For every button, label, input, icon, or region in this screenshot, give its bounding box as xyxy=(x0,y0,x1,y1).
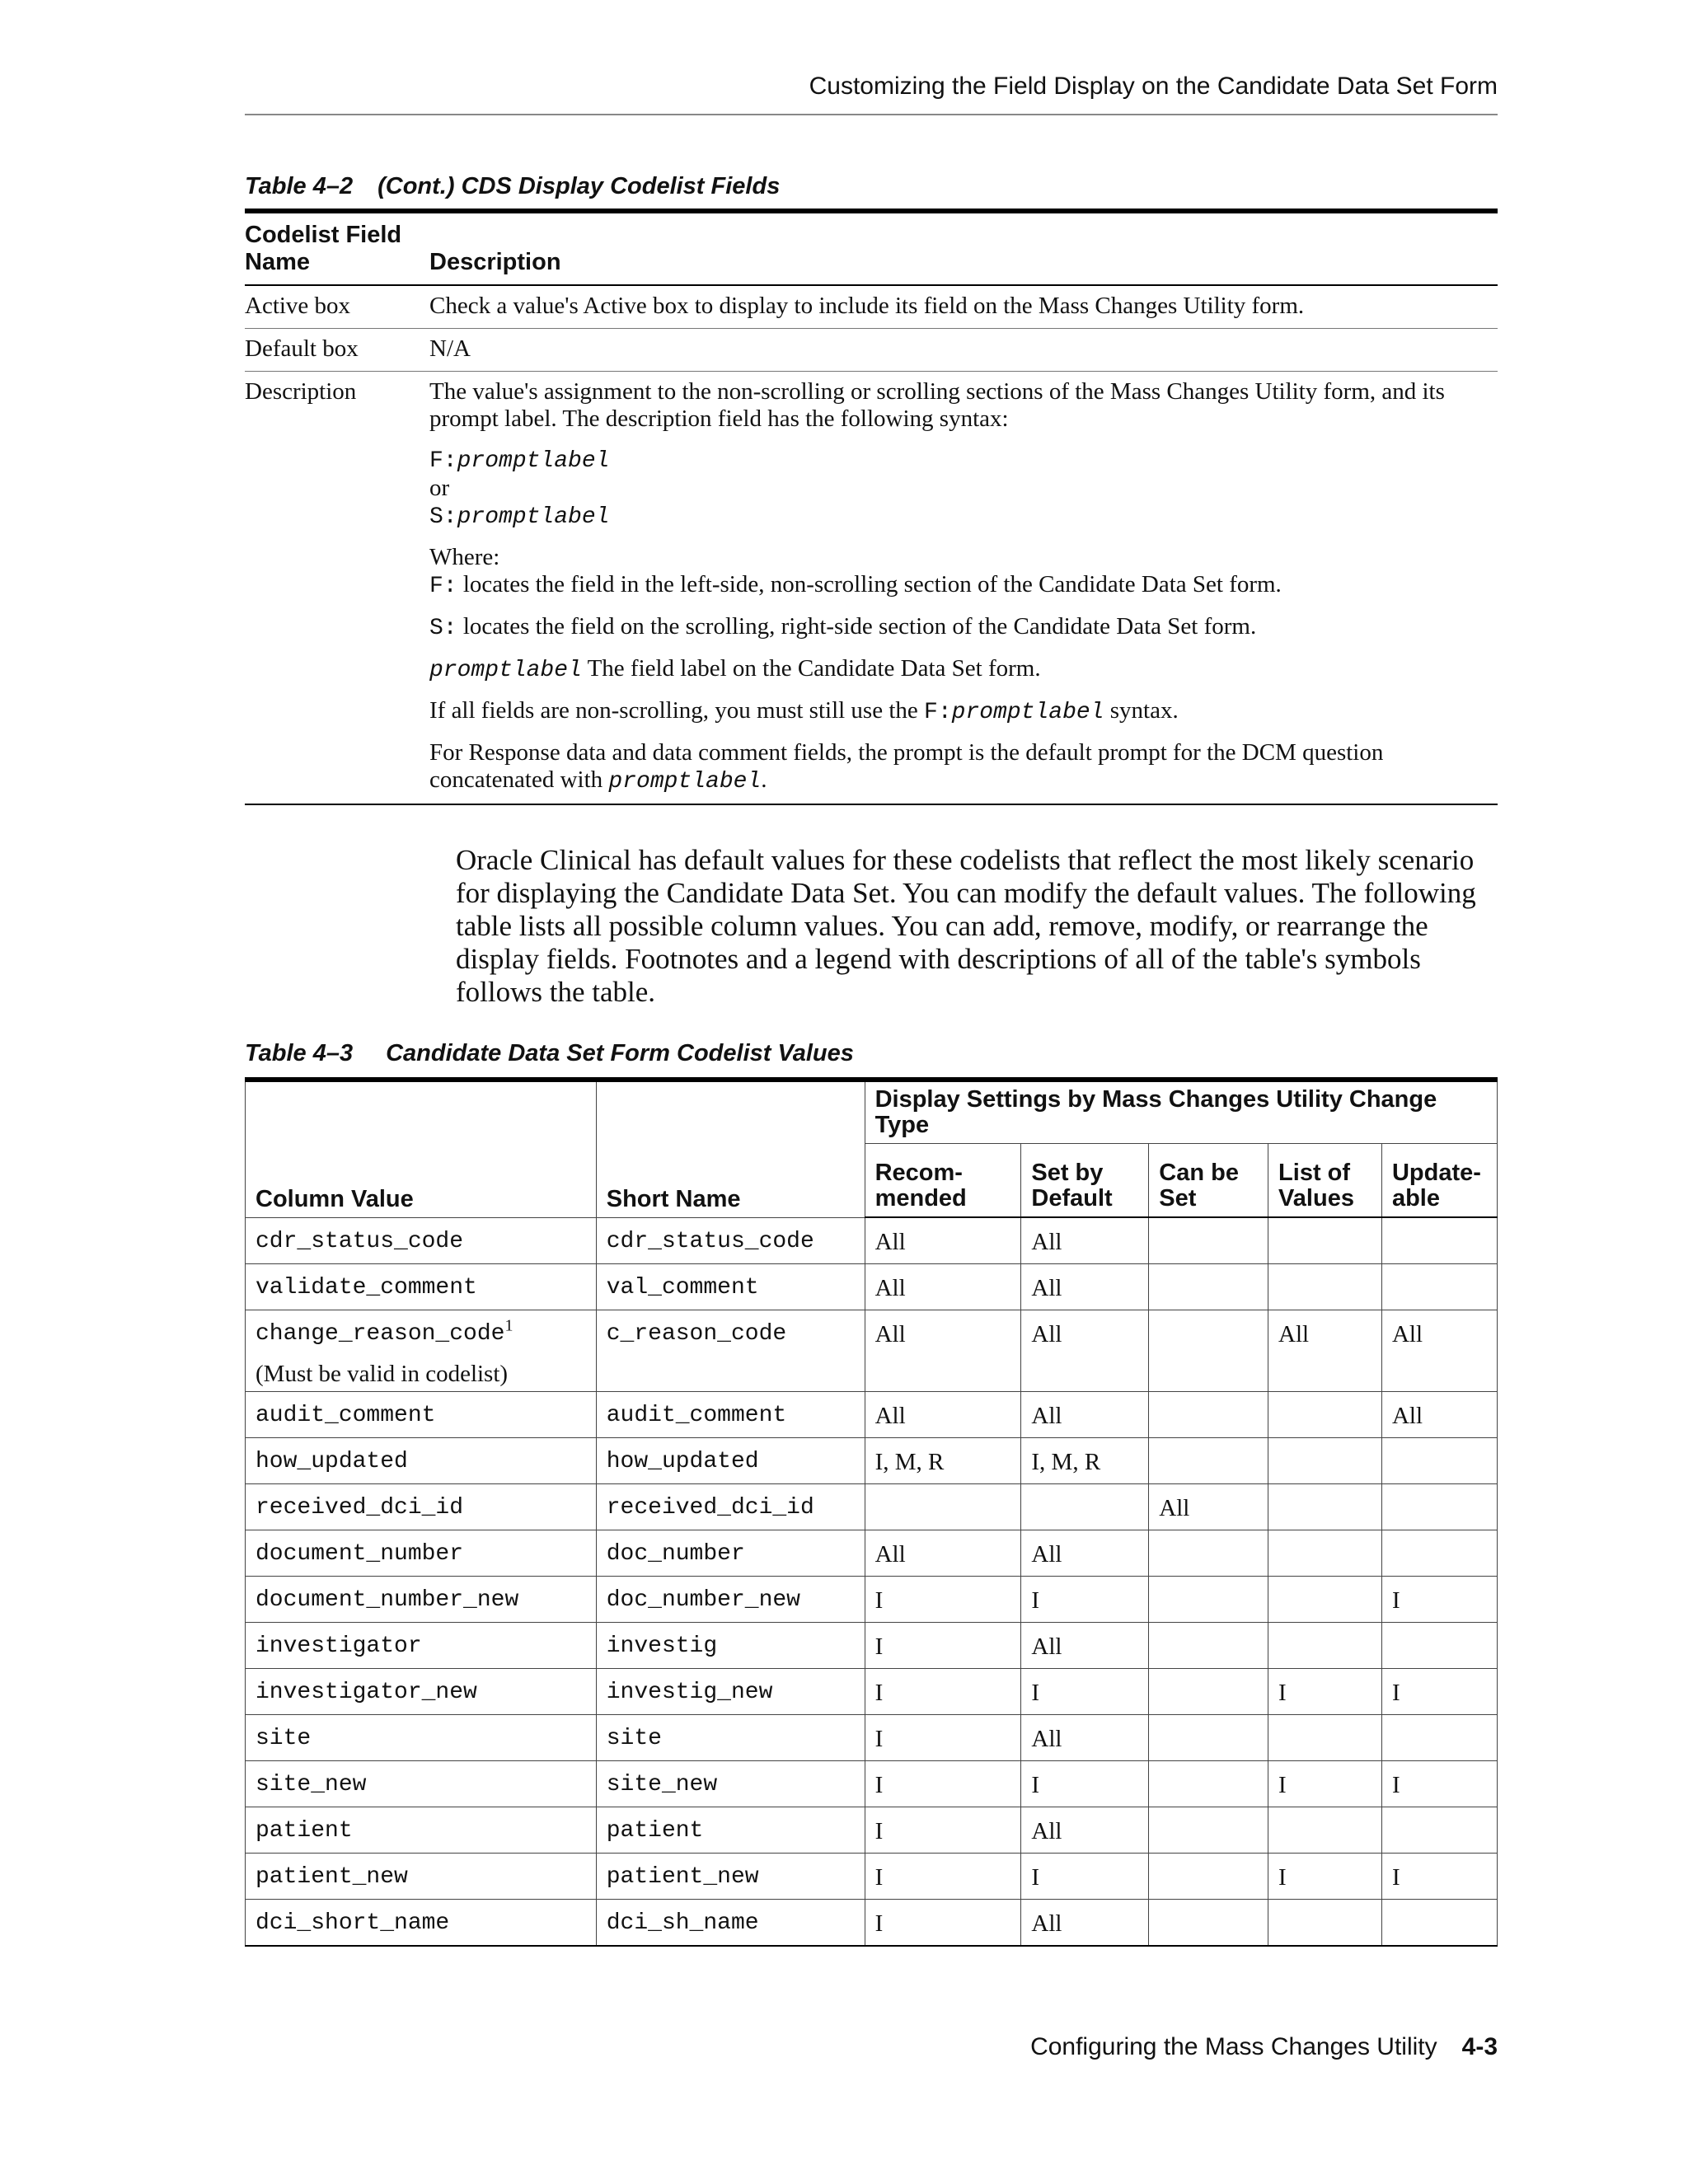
response-text: For Response data and data comment fields, the prompt is the default prompt for the DCM question concatenated with xyxy=(429,739,1384,793)
cell-recommended: I xyxy=(865,1623,1021,1669)
cell-updateable xyxy=(1381,1807,1497,1854)
cell-column-value xyxy=(246,1392,597,1438)
cell-can-be-set: All xyxy=(1149,1484,1268,1530)
table-4-2-title: (Cont.) CDS Display Codelist Fields xyxy=(377,173,781,199)
cell-updateable: All xyxy=(1381,1392,1497,1438)
description-intro: The value's assignment to the non-scrolling or scrolling sections of the Mass Changes Utility form, and its prompt label. The description field has the following syntax: xyxy=(429,378,1445,432)
page-number: 4-3 xyxy=(1461,2033,1498,2060)
table-row xyxy=(246,1715,1498,1761)
column-value-text: cdr_status_code xyxy=(256,1228,464,1254)
cell-recommended xyxy=(865,1484,1021,1530)
cell-set-by-default: All xyxy=(1021,1530,1149,1577)
where-label: Where: xyxy=(429,544,500,570)
cell-can-be-set xyxy=(1149,1217,1268,1264)
table-4-3-title: Candidate Data Set Form Codelist Values xyxy=(386,1040,854,1066)
cell-short-name: audit_comment xyxy=(596,1392,865,1438)
promptlabel-code: promptlabel xyxy=(429,658,582,683)
cell-column-value xyxy=(246,1530,597,1577)
column-value-text: received_dci_id xyxy=(256,1495,464,1521)
column-value-text: patient xyxy=(256,1818,353,1844)
t43-header-list-of-values: List of Values xyxy=(1268,1144,1382,1218)
column-value-text: document_number xyxy=(256,1541,464,1567)
header-rule xyxy=(245,114,1498,115)
column-value-note: (Must be valid in codelist) xyxy=(256,1361,509,1387)
cell-set-by-default: I xyxy=(1021,1761,1149,1807)
column-value-text: investigator_new xyxy=(256,1680,477,1705)
t43-header-set-by-default: Set by Default xyxy=(1021,1144,1149,1218)
t42-cell-name: Description xyxy=(245,378,357,405)
cell-short-name: cdr_status_code xyxy=(596,1217,865,1264)
cell-updateable: I xyxy=(1381,1854,1497,1900)
footnote-marker: 1 xyxy=(504,1316,513,1335)
cell-updateable: I xyxy=(1381,1577,1497,1623)
table-row xyxy=(246,1530,1498,1577)
column-value-text: site xyxy=(256,1726,312,1751)
cell-list-of-values xyxy=(1268,1715,1382,1761)
cell-short-name: patient xyxy=(596,1807,865,1854)
t42-cell-desc: N/A xyxy=(429,329,1498,372)
cell-updateable xyxy=(1381,1623,1497,1669)
cell-updateable: I xyxy=(1381,1669,1497,1715)
body-paragraph: Oracle Clinical has default values for these codelists that reflect the most likely scenario for displaying the Candidate Data Set. You can modify the default values. The following table lists all possible column values. You can add, remove, modify, or rearrange the display fields. Footnotes and a legend with descriptions of all of the table's symbols follows the table. xyxy=(456,844,1476,1008)
column-value-text: audit_comment xyxy=(256,1403,436,1428)
cell-column-value xyxy=(246,1217,597,1264)
where-f-text: locates the field in the left-side, non-scrolling section of the Candidate Data Set form. xyxy=(457,571,1282,598)
cell-short-name: investig xyxy=(596,1623,865,1669)
cell-list-of-values: All xyxy=(1268,1310,1382,1392)
cell-updateable: All xyxy=(1381,1310,1497,1392)
cell-updateable xyxy=(1381,1530,1497,1577)
cell-short-name: investig_new xyxy=(596,1669,865,1715)
cell-can-be-set xyxy=(1149,1264,1268,1310)
table-4-3 xyxy=(245,1077,1498,1947)
cell-can-be-set xyxy=(1149,1310,1268,1392)
syntax-block xyxy=(429,446,1498,531)
table-row xyxy=(246,1669,1498,1715)
syntax-s-prefix: S: xyxy=(429,504,457,530)
response-period: . xyxy=(761,766,767,793)
cell-set-by-default xyxy=(1021,1484,1149,1530)
cell-recommended: All xyxy=(865,1264,1021,1310)
table-4-2 xyxy=(245,209,1498,805)
cell-recommended: I xyxy=(865,1715,1021,1761)
cell-updateable xyxy=(1381,1264,1497,1310)
cell-list-of-values xyxy=(1268,1900,1382,1947)
t43-header-can-be-set: Can be Set xyxy=(1149,1144,1268,1218)
cell-recommended: I, M, R xyxy=(865,1438,1021,1484)
where-s-line xyxy=(429,613,1498,642)
cell-recommended: All xyxy=(865,1217,1021,1264)
table-4-3-number: Table 4–3 xyxy=(245,1040,354,1066)
cell-set-by-default: All xyxy=(1021,1392,1149,1438)
cell-can-be-set xyxy=(1149,1761,1268,1807)
table-4-2-number: Table 4–2 xyxy=(245,173,354,199)
cell-set-by-default: All xyxy=(1021,1715,1149,1761)
cell-updateable xyxy=(1381,1217,1497,1264)
table-row xyxy=(246,1577,1498,1623)
t42-cell-name: Default box xyxy=(245,329,429,372)
cell-updateable xyxy=(1381,1900,1497,1947)
table-row xyxy=(246,1623,1498,1669)
column-value-text: investigator xyxy=(256,1633,422,1659)
cell-column-value xyxy=(246,1623,597,1669)
table-4-2-caption xyxy=(245,173,780,200)
table-row xyxy=(246,1264,1498,1310)
cell-short-name: site xyxy=(596,1715,865,1761)
cell-recommended: I xyxy=(865,1854,1021,1900)
cell-short-name: doc_number xyxy=(596,1530,865,1577)
cell-updateable xyxy=(1381,1438,1497,1484)
response-line xyxy=(429,739,1498,795)
column-value-text: patient_new xyxy=(256,1864,408,1890)
cell-column-value xyxy=(246,1807,597,1854)
table-row xyxy=(246,1761,1498,1807)
cell-short-name: patient_new xyxy=(596,1854,865,1900)
cell-column-value xyxy=(246,1438,597,1484)
promptlabel-text: The field label on the Candidate Data Set form. xyxy=(581,655,1041,682)
cell-short-name: how_updated xyxy=(596,1438,865,1484)
column-value-text: document_number_new xyxy=(256,1587,519,1613)
t42-header-field-name: Codelist Field Name xyxy=(245,211,429,285)
cell-can-be-set xyxy=(1149,1438,1268,1484)
cell-column-value xyxy=(246,1264,597,1310)
where-s-text: locates the field on the scrolling, right-side section of the Candidate Data Set form. xyxy=(457,613,1257,640)
cell-list-of-values xyxy=(1268,1807,1382,1854)
cell-recommended: All xyxy=(865,1530,1021,1577)
table-row xyxy=(246,1217,1498,1264)
cell-recommended: I xyxy=(865,1807,1021,1854)
cell-set-by-default: All xyxy=(1021,1310,1149,1392)
cell-list-of-values: I xyxy=(1268,1854,1382,1900)
cell-list-of-values xyxy=(1268,1392,1382,1438)
page-footer xyxy=(245,2033,1498,2061)
column-value-text: how_updated xyxy=(256,1449,408,1474)
cell-recommended: I xyxy=(865,1669,1021,1715)
where-block xyxy=(429,544,1498,600)
footer-title: Configuring the Mass Changes Utility xyxy=(1030,2033,1437,2060)
cell-can-be-set xyxy=(1149,1623,1268,1669)
nonscroll-line xyxy=(429,697,1498,726)
syntax-or: or xyxy=(429,475,450,501)
nonscroll-label: promptlabel xyxy=(951,700,1104,725)
cell-recommended: All xyxy=(865,1310,1021,1392)
t42-cell-desc: Check a value's Active box to display to include its field on the Mass Changes Utility form. xyxy=(429,285,1498,329)
t42-cell-name: Active box xyxy=(245,285,429,329)
t43-header-group: Display Settings by Mass Changes Utility Change Type xyxy=(865,1080,1497,1144)
cell-list-of-values xyxy=(1268,1530,1382,1577)
cell-list-of-values xyxy=(1268,1577,1382,1623)
cell-set-by-default: I, M, R xyxy=(1021,1438,1149,1484)
t43-header-column-value: Column Value xyxy=(246,1080,597,1217)
cell-list-of-values xyxy=(1268,1438,1382,1484)
cell-column-value xyxy=(246,1310,597,1392)
syntax-f-prefix: F: xyxy=(429,448,457,474)
cell-can-be-set xyxy=(1149,1577,1268,1623)
cell-column-value xyxy=(246,1900,597,1947)
table-4-3-caption xyxy=(245,1040,854,1067)
promptlabel-line xyxy=(429,655,1498,684)
t42-header-description: Description xyxy=(429,211,1498,285)
cell-list-of-values xyxy=(1268,1484,1382,1530)
cell-list-of-values: I xyxy=(1268,1669,1382,1715)
cell-updateable xyxy=(1381,1715,1497,1761)
syntax-f-label: promptlabel xyxy=(457,448,610,474)
cell-updateable xyxy=(1381,1484,1497,1530)
cell-recommended: I xyxy=(865,1577,1021,1623)
table-row xyxy=(245,285,1498,329)
cell-set-by-default: All xyxy=(1021,1264,1149,1310)
cell-can-be-set xyxy=(1149,1392,1268,1438)
cell-short-name: site_new xyxy=(596,1761,865,1807)
cell-column-value xyxy=(246,1577,597,1623)
cell-set-by-default: I xyxy=(1021,1669,1149,1715)
t43-header-recommended: Recom- mended xyxy=(865,1144,1021,1218)
table-row xyxy=(246,1854,1498,1900)
cell-list-of-values xyxy=(1268,1623,1382,1669)
column-value-text: validate_comment xyxy=(256,1275,477,1301)
nonscroll-f-code: F: xyxy=(924,700,952,725)
cell-column-value xyxy=(246,1669,597,1715)
cell-set-by-default: All xyxy=(1021,1900,1149,1947)
cell-can-be-set xyxy=(1149,1807,1268,1854)
nonscroll-after: syntax. xyxy=(1104,697,1179,724)
cell-list-of-values: I xyxy=(1268,1761,1382,1807)
cell-can-be-set xyxy=(1149,1715,1268,1761)
table-row xyxy=(246,1310,1498,1392)
cell-short-name: val_comment xyxy=(596,1264,865,1310)
response-label: promptlabel xyxy=(608,769,762,794)
column-value-text: dci_short_name xyxy=(256,1910,450,1936)
table-row xyxy=(246,1438,1498,1484)
table-row xyxy=(246,1807,1498,1854)
cell-recommended: I xyxy=(865,1900,1021,1947)
cell-set-by-default: I xyxy=(1021,1854,1149,1900)
table-row xyxy=(245,329,1498,372)
cell-recommended: I xyxy=(865,1761,1021,1807)
column-value-text: site_new xyxy=(256,1772,367,1797)
cell-can-be-set xyxy=(1149,1900,1268,1947)
cell-set-by-default: All xyxy=(1021,1623,1149,1669)
where-s-code: S: xyxy=(429,616,457,641)
table-row xyxy=(246,1900,1498,1947)
running-header: Customizing the Field Display on the Candidate Data Set Form xyxy=(809,73,1498,100)
cell-short-name: doc_number_new xyxy=(596,1577,865,1623)
cell-column-value xyxy=(246,1854,597,1900)
cell-list-of-values xyxy=(1268,1217,1382,1264)
where-f-code: F: xyxy=(429,574,457,599)
column-value-text: change_reason_code xyxy=(256,1321,505,1347)
cell-updateable: I xyxy=(1381,1761,1497,1807)
cell-column-value xyxy=(246,1715,597,1761)
cell-column-value xyxy=(246,1484,597,1530)
cell-set-by-default: All xyxy=(1021,1807,1149,1854)
table-row xyxy=(246,1484,1498,1530)
cell-short-name: dci_sh_name xyxy=(596,1900,865,1947)
cell-set-by-default: I xyxy=(1021,1577,1149,1623)
cell-can-be-set xyxy=(1149,1854,1268,1900)
t43-body xyxy=(246,1217,1498,1946)
cell-recommended: All xyxy=(865,1392,1021,1438)
cell-set-by-default: All xyxy=(1021,1217,1149,1264)
cell-can-be-set xyxy=(1149,1530,1268,1577)
syntax-s-label: promptlabel xyxy=(457,504,610,530)
t42-cell-desc xyxy=(429,372,1498,805)
table-row xyxy=(245,372,1498,805)
cell-short-name: c_reason_code xyxy=(596,1310,865,1392)
cell-can-be-set xyxy=(1149,1669,1268,1715)
cell-list-of-values xyxy=(1268,1264,1382,1310)
t43-header-short-name: Short Name xyxy=(596,1080,865,1217)
cell-short-name: received_dci_id xyxy=(596,1484,865,1530)
cell-column-value xyxy=(246,1761,597,1807)
table-row xyxy=(246,1392,1498,1438)
nonscroll-before: If all fields are non-scrolling, you must still use the xyxy=(429,697,925,724)
t43-header-updateable: Update- able xyxy=(1381,1144,1497,1218)
